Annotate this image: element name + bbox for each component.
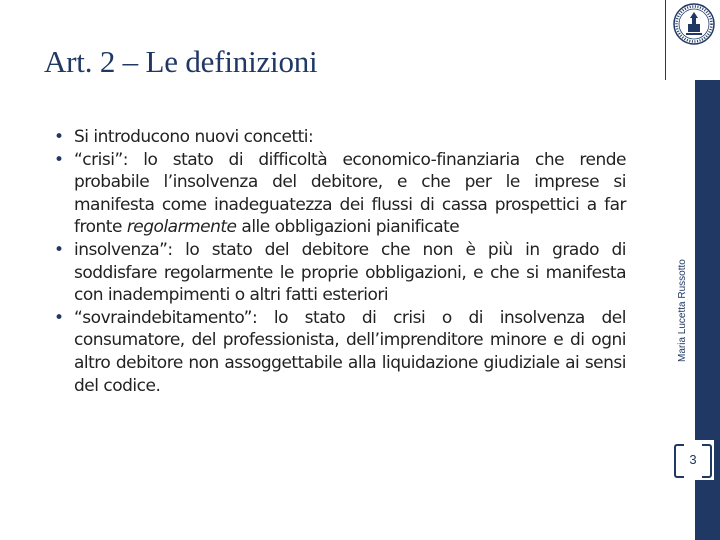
bullet-intro <box>52 126 626 149</box>
bullet-sovraindebitamento-text: “sovraindebitamento”: lo stato di crisi o di insolvenza del consumatore, del professionista, dell’imprenditore minore e di ogni altro debitore non assoggettabile alla liquidazione giudiziale ai sensi del codice. <box>74 307 626 396</box>
bullet-crisi-emphasis: regolarmente <box>126 217 237 238</box>
header-divider <box>665 0 666 80</box>
bullet-crisi-text: “crisi”: lo stato di difficoltà economico-finanziaria che rende probabile l’insolvenza del debitore, e che per le imprese si manifesta come inadeguatezza dei flussi di cassa prospettici a far fronte <box>74 149 626 238</box>
page-number: 3 <box>689 452 697 467</box>
bullet-crisi-text-end: alle obbligazioni pianificate <box>236 217 460 238</box>
university-seal-icon <box>672 2 716 46</box>
bracket-right-icon <box>702 444 712 478</box>
slide-title: Art. 2 – Le definizioni <box>44 44 318 79</box>
bullet-insolvenza <box>52 239 626 307</box>
page-number-box <box>672 440 714 480</box>
bullet-sovraindebitamento <box>52 307 626 397</box>
bullet-intro-text: Si introducono nuovi concetti: <box>74 127 314 147</box>
bullet-insolvenza-text: insolvenza”: lo stato del debitore che non è più in grado di soddisfare regolarmente le proprie obbligazioni, e che si manifesta con inadempimenti o altri fatti esteriori <box>74 239 626 306</box>
author-name: Maria Lucetta Russotto <box>677 259 688 362</box>
definitions-list <box>52 126 626 397</box>
bullet-crisi <box>52 149 626 239</box>
